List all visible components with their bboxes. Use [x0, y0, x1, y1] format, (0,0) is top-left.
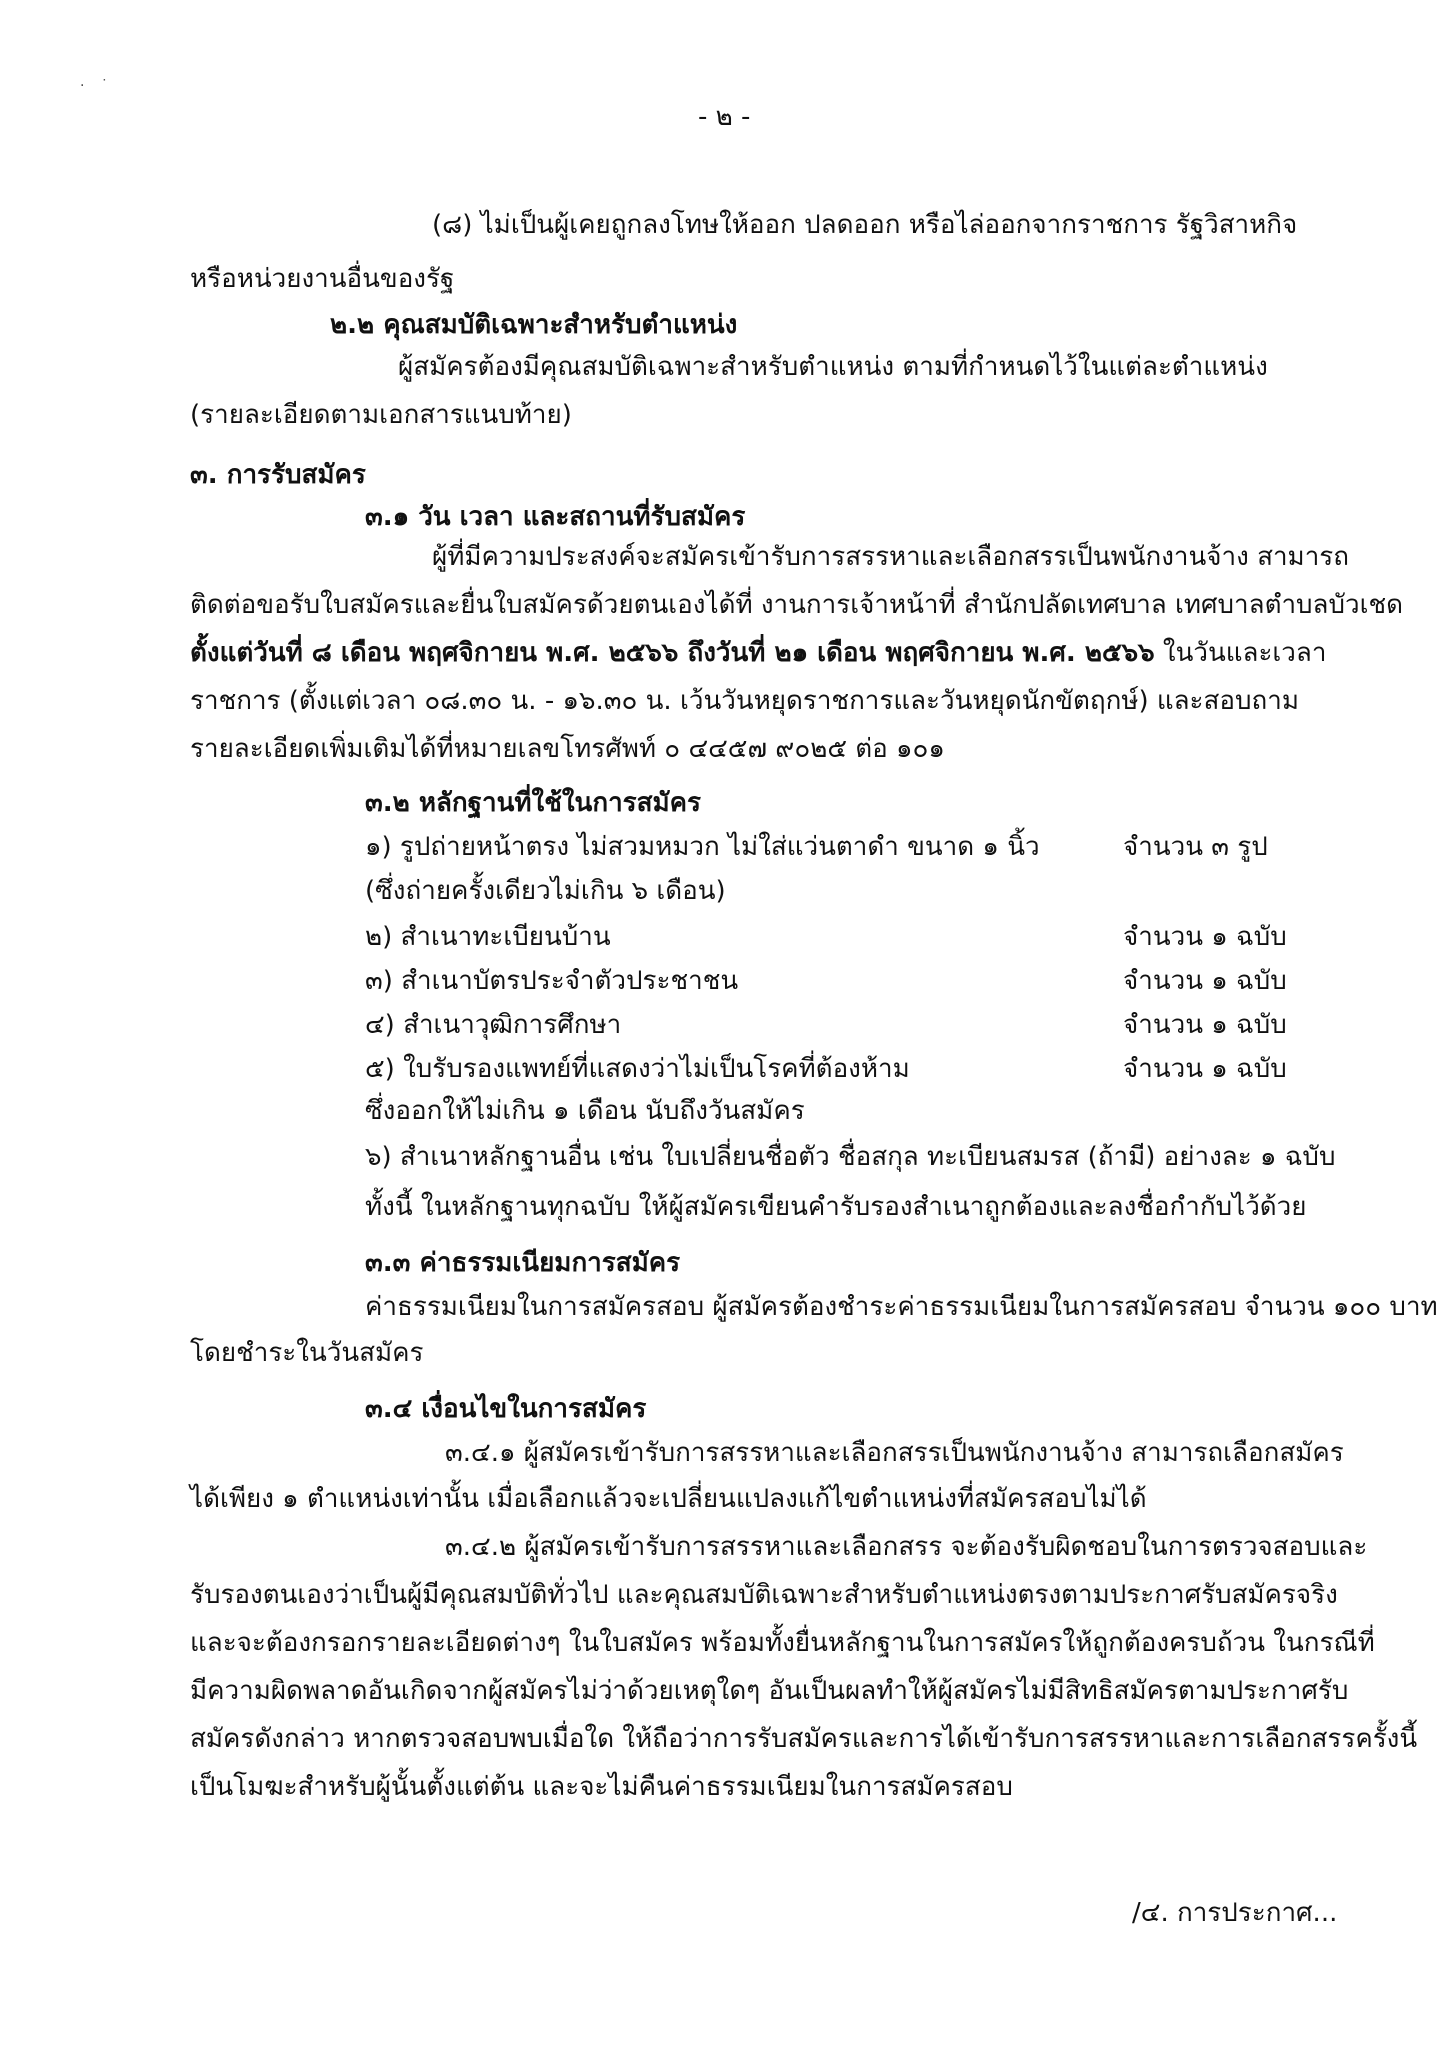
document-item-qty: จำนวน ๑ ฉบับ: [1123, 966, 1287, 996]
document-item-qty: จำนวน ๑ ฉบับ: [1123, 1054, 1287, 1084]
document-item-text: ๖) สำเนาหลักฐานอื่น เช่น ใบเปลี่ยนชื่อตัว ชื่อสกุล ทะเบียนสมรส (ถ้ามี) อย่างละ ๑ ฉบับ: [365, 1142, 1336, 1172]
section-3-2-note: ทั้งนี้ ในหลักฐานทุกฉบับ ให้ผู้สมัครเขียนคำรับรองสำเนาถูกต้องและลงชื่อกำกับไว้ด้วย: [365, 1192, 1307, 1222]
section-3-3-line-2: โดยชำระในวันสมัคร: [190, 1338, 424, 1368]
document-item: [365, 1140, 1336, 1174]
document-item: [365, 1052, 1295, 1086]
section-3-heading: ๓. การรับสมัคร: [190, 460, 366, 490]
continuation-note: /๔. การประกาศ...: [1132, 1898, 1338, 1928]
section-3-1-line-1: ผู้ที่มีความประสงค์จะสมัครเข้ารับการสรรหาและเลือกสรรเป็นพนักงานจ้าง สามารถ: [432, 542, 1349, 572]
document-item-text: ซึ่งออกให้ไม่เกิน ๑ เดือน นับถึงวันสมัคร: [365, 1096, 805, 1126]
section-3-1-heading: ๓.๑ วัน เวลา และสถานที่รับสมัคร: [365, 502, 746, 532]
section-3-4-2-line-1: ๓.๔.๒ ผู้สมัครเข้ารับการสรรหาและเลือกสรร จะต้องรับผิดชอบในการตรวจสอบและ: [445, 1532, 1368, 1562]
scan-artifact: · ˙: [80, 78, 114, 94]
section-3-2-heading: ๓.๒ หลักฐานที่ใช้ในการสมัคร: [365, 788, 701, 818]
page-number: - ๒ -: [698, 102, 751, 132]
section-2-2-line-1: ผู้สมัครต้องมีคุณสมบัติเฉพาะสำหรับตำแหน่ง ตามที่กำหนดไว้ในแต่ละตำแหน่ง: [398, 352, 1268, 382]
section-3-4-2-line-6: เป็นโมฆะสำหรับผู้นั้นตั้งแต่ต้น และจะไม่คืนค่าธรรมเนียมในการสมัครสอบ: [190, 1772, 1013, 1802]
document-item-text: (ซึ่งถ่ายครั้งเดียวไม่เกิน ๖ เดือน): [365, 876, 726, 906]
document-item: [365, 874, 1295, 908]
document-item-qty: จำนวน ๑ ฉบับ: [1123, 1010, 1287, 1040]
section-2-2-heading: ๒.๒ คุณสมบัติเฉพาะสำหรับตำแหน่ง: [330, 310, 738, 340]
item-8-line-2: หรือหน่วยงานอื่นของรัฐ: [190, 264, 455, 294]
section-3-3-heading: ๓.๓ ค่าธรรมเนียมการสมัคร: [365, 1248, 681, 1278]
section-3-4-2-line-3: และจะต้องกรอกรายละเอียดต่างๆ ในใบสมัคร พร้อมทั้งยื่นหลักฐานในการสมัครให้ถูกต้องครบถ้วน ในกรณีที่: [190, 1628, 1375, 1658]
section-3-4-2-line-2: รับรองตนเองว่าเป็นผู้มีคุณสมบัติทั่วไป และคุณสมบัติเฉพาะสำหรับตำแหน่งตรงตามประกาศรับสมัครจริง: [190, 1580, 1338, 1610]
document-item-text: ๒) สำเนาทะเบียนบ้าน: [365, 922, 611, 952]
document-item: [365, 964, 1295, 998]
document-item-text: ๕) ใบรับรองแพทย์ที่แสดงว่าไม่เป็นโรคที่ต้องห้าม: [365, 1054, 910, 1084]
document-item: [365, 920, 1295, 954]
section-3-4-1-line-1: ๓.๔.๑ ผู้สมัครเข้ารับการสรรหาและเลือกสรรเป็นพนักงานจ้าง สามารถเลือกสมัคร: [445, 1438, 1344, 1468]
section-3-4-2-line-5: สมัครดังกล่าว หากตรวจสอบพบเมื่อใด ให้ถือว่าการรับสมัครและการได้เข้ารับการสรรหาและการเลือกสรรครั้งนี้: [190, 1724, 1418, 1754]
document-item-qty: จำนวน ๑ ฉบับ: [1123, 922, 1287, 952]
section-3-4-2-line-4: มีความผิดพลาดอันเกิดจากผู้สมัครไม่ว่าด้วยเหตุใดๆ อันเป็นผลทำให้ผู้สมัครไม่มีสิทธิสมัครตามประกาศรับ: [190, 1676, 1349, 1706]
application-period-rest: ในวันและเวลา: [1154, 638, 1327, 668]
document-item: [365, 1094, 1295, 1128]
document-item-qty: จำนวน ๓ รูป: [1123, 832, 1268, 862]
document-item-text: ๓) สำเนาบัตรประจำตัวประชาชน: [365, 966, 739, 996]
section-3-4-1-line-2: ได้เพียง ๑ ตำแหน่งเท่านั้น เมื่อเลือกแล้วจะเปลี่ยนแปลงแก้ไขตำแหน่งที่สมัครสอบไม่ได้: [190, 1484, 1147, 1514]
application-period: ตั้งแต่วันที่ ๘ เดือน พฤศจิกายน พ.ศ. ๒๕๖๖ ถึงวันที่ ๒๑ เดือน พฤศจิกายน พ.ศ. ๒๕๖๖: [190, 638, 1155, 668]
item-8-line-1: (๘) ไม่เป็นผู้เคยถูกลงโทษให้ออก ปลดออก หรือไล่ออกจากราชการ รัฐวิสาหกิจ: [432, 210, 1298, 240]
section-3-1-line-5: รายละเอียดเพิ่มเติมได้ที่หมายเลขโทรศัพท์ ๐ ๔๔๕๗ ๙๐๒๕ ต่อ ๑๐๑: [190, 734, 945, 764]
section-3-1-line-4: ราชการ (ตั้งแต่เวลา ๐๘.๓๐ น. - ๑๖.๓๐ น. เว้นวันหยุดราชการและวันหยุดนักขัตฤกษ์) และสอบถาม: [190, 686, 1299, 716]
document-item: [365, 1008, 1295, 1042]
section-3-3-line-1: ค่าธรรมเนียมในการสมัครสอบ ผู้สมัครต้องชำระค่าธรรมเนียมในการสมัครสอบ จำนวน ๑๐๐ บาท: [365, 1292, 1438, 1322]
section-3-4-heading: ๓.๔ เงื่อนไขในการสมัคร: [365, 1394, 647, 1424]
document-item-text: ๔) สำเนาวุฒิการศึกษา: [365, 1010, 622, 1040]
section-2-2-line-2: (รายละเอียดตามเอกสารแนบท้าย): [190, 400, 572, 430]
document-item-text: ๑) รูปถ่ายหน้าตรง ไม่สวมหมวก ไม่ใส่แว่นตาดำ ขนาด ๑ นิ้ว: [365, 832, 1040, 862]
section-3-1-line-3: [190, 636, 1326, 670]
section-3-1-line-2: ติดต่อขอรับใบสมัครและยื่นใบสมัครด้วยตนเองได้ที่ งานการเจ้าหน้าที่ สำนักปลัดเทศบาล เทศบาลตำบลบัวเชด: [190, 590, 1404, 620]
document-item: [365, 830, 1295, 864]
